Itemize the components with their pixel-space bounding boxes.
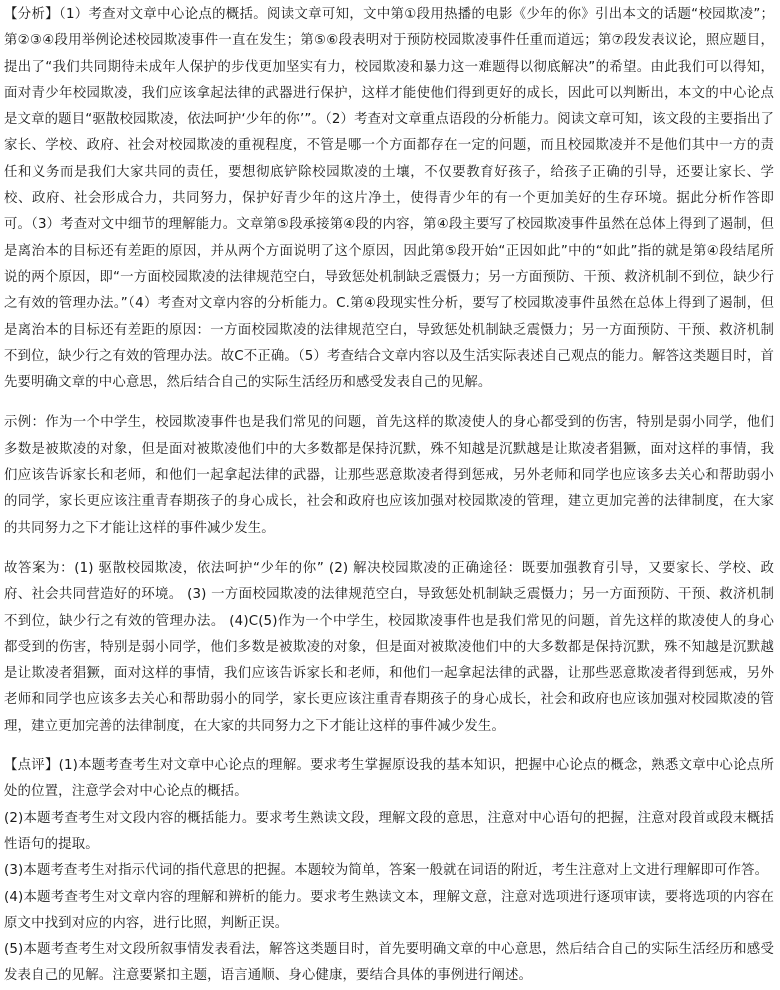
comment-item-2: (2)本题考查考生对文段内容的概括能力。要求考生熟读文段，理解文段的意思，注意对中心语句的把握，注意对段首或段末概括性语句的提取。 [4,810,774,852]
comment-item-5: (5)本题考查考生对文段所叙事情发表看法，解答这类题目时，首先要明确文章的中心意思，然后结合自己的实际生活经历和感受发表自己的见解。注意要紧扣主题，语言通顺、身心健康，要结合具体的事例进行阐述。 [4,942,774,984]
comment-item-4: (4)本题考查考生对文章内容的理解和辨析的能力。要求考生熟读文本，理解文意，注意对选项进行逐项审读，要将选项的内容在原文中找到对应的内容，进行比照，判断正误。 [4,889,774,931]
answer-paragraph: 故答案为：(1) 驱散校园欺凌，依法呵护“少年的你” (2) 解决校园欺凌的正确途径：既要加强教育引导，又要家长、学校、政府、社会共同营造好的环境。 (3) 一方面校园欺凌的法律规范空白，导致惩处机制缺乏震慑力；另一方面预防、干预、救济机制不到位，缺少行之有效的管理办法。 (4)C(5)作为一个中学生，校园欺凌事件也是我们常见的问题，首先这样的欺凌使人的身心都受到的伤害，特别是弱小同学，他们多数是被欺凌的对象，但是面对被欺凌他们中的大多数都是保持沉默，殊不知越是沉默越是让欺凌者猖獗，面对这样的事情，我们应该告诉家长和老师，和他们一起拿起法律的武器，让那些恶意欺凌者得到惩戒，另外老师和同学也应该多去关心和帮助弱小的同学，家长更应该注重青春期孩子的身心成长，社会和政府也应该加强对校园欺凌的管理，建立更加完善的法律制度，在大家的共同努力之下才能让这样的事件减少发生。 [4,560,774,734]
comment-item-3: (3)本题考查考生对指示代词的指代意思的把握。本题较为简单，答案一般就在词语的附近，考生注意对上文进行理解即可作答。 [4,863,769,879]
analysis-paragraph: 【分析】（1）考查对文章中心论点的概括。阅读文章可知，文中第①段用热播的电影《少年的你》引出本文的话题“校园欺凌”；第②③④段用举例论述校园欺凌事件一直在发生；第⑤⑥段表明对于预防校园欺凌事件任重而道远；第⑦段发表议论，照应题目，提出了“我们共同期待未成年人保护的步伐更加坚实有力，校园欺凌和暴力这一难题得以彻底解决”的希望。由此我们可以得知，面对青少年校园欺凌，我们应该拿起法律的武器进行保护，这样才能使他们得到更好的成长，因此可以判断出，本文的中心论点是文章的题目“驱散校园欺凌，依法呵护‘少年的你’”。（2）考查对文章重点语段的分析能力。阅读文章可知，该文段的主要指出了家长、学校、政府、社会对校园欺凌的重视程度，不管是哪一个方面都存在一定的问题，而且校园欺凌并不是他们其中一方的责任和义务而是我们大家共同的责任，要想彻底铲除校园欺凌的土壤，不仅要教育好孩子，给孩子正确的引导，还要让家长、学校、政府、社会形成合力，共同努力，保护好青少年的这片净土，使得青少年的有一个更加美好的生存环境。据此分析作答即可。（3）考查对文中细节的理解能力。文章第⑤段承接第④段的内容，第④段主要写了校园欺凌事件虽然在总体上得到了遏制，但是离治本的目标还有差距的原因，并从两个方面说明了这个原因，因此第⑤段开始“正因如此”中的“如此”指的就是第④段结尾所说的两个原因，即“一方面校园欺凌的法律规范空白，导致惩处机制缺乏震慑力；另一方面预防、干预、救济机制不到位，缺少行之有效的管理办法。”（4）考查对文章内容的分析能力。C.第④段现实性分析，要写了校园欺凌事件虽然在总体上得到了遏制，但是离治本的目标还有差距的原因：一方面校园欺凌的法律规范空白，导致惩处机制缺乏震慑力；另一方面预防、干预、救济机制不到位，缺少行之有效的管理办法。故C不正确。（5）考查结合文章内容以及生活实际表述自己观点的能力。解答这类题目时，首先要明确文章的中心意思，然后结合自己的实际生活经历和感受发表自己的见解。 [4,7,774,391]
example-paragraph: 示例：作为一个中学生，校园欺凌事件也是我们常见的问题，首先这样的欺凌使人的身心都受到的伤害，特别是弱小同学，他们多数是被欺凌的对象，但是面对被欺凌他们中的大多数都是保持沉默，殊不知越是沉默越是让欺凌者猖獗，面对这样的事情，我们应该告诉家长和老师，和他们一起拿起法律的武器，让那些恶意欺凌者得到惩戒，另外老师和同学也应该多去关心和帮助弱小的同学，家长更应该注重青春期孩子的身心成长，社会和政府也应该加强对校园欺凌的管理，建立更加完善的法律制度，在大家的共同努力之下才能让这样的事件减少发生。 [4,415,774,536]
comment-section [4,753,774,990]
comment-item-1: 【点评】(1)本题考查考生对文章中心论点的理解。要求考生掌握原设我的基本知识，把握中心论点的概念，熟悉文章中心论点所处的位置，注意学会对中心论点的概括。 [4,758,774,800]
